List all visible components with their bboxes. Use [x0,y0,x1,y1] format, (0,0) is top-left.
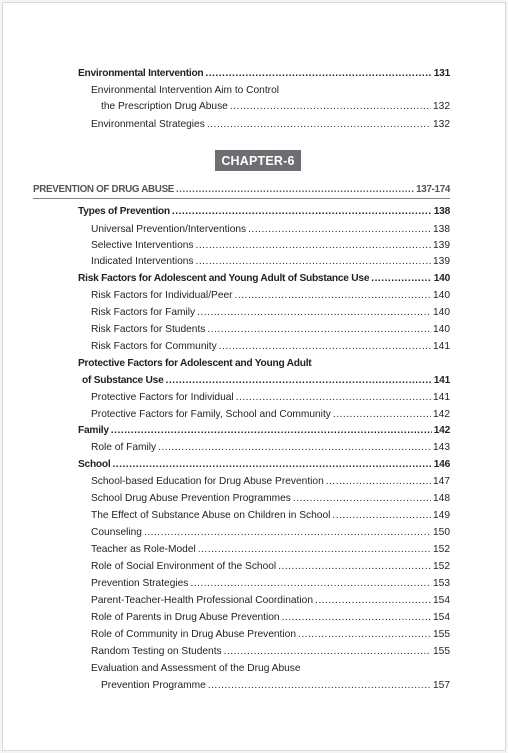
toc-entry-page: 140 [433,324,450,335]
toc-entry-page: 139 [433,240,450,251]
section-divider [33,198,450,199]
toc-entry[interactable] [91,543,450,557]
dot-leader [198,543,431,557]
toc-entry-title: The Effect of Substance Abuse on Children in School [91,510,331,521]
toc-entry-title-line1: Protective Factors for Adolescent and Young Adult [78,358,312,369]
toc-entry-page: 143 [433,442,450,453]
toc-entry-title: Risk Factors for Students [91,324,206,335]
toc-entry-title: Selective Interventions [91,240,194,251]
dot-leader [196,239,432,253]
toc-entry-page: 147 [433,476,450,487]
dot-leader [332,509,431,523]
toc-entry[interactable] [91,118,450,132]
toc-entry[interactable] [91,509,450,523]
toc-entry-title: Risk Factors for Adolescent and Young Adult of Substance Use [78,273,370,284]
toc-entry-title: of Substance Use [82,375,164,386]
toc-entry-page: 140 [433,273,450,284]
toc-entry-page: 142 [433,425,450,436]
toc-entry-page: 150 [433,527,450,538]
toc-entry-title: the Prescription Drug Abuse [101,101,228,112]
dot-leader [172,205,432,219]
toc-entry-page: 146 [433,459,450,470]
dot-leader [111,424,432,438]
toc-entry[interactable] [91,611,450,625]
dot-leader [176,183,414,197]
toc-entry-title: Random Testing on Students [91,646,222,657]
toc-entry[interactable] [91,391,450,405]
toc-entry-title: Environmental Intervention [78,68,204,79]
toc-entry-title-line1: Evaluation and Assessment of the Drug Abuse [91,663,301,674]
toc-entry-title: Protective Factors for Family, School and Community [91,409,331,420]
toc-entry-title: Role of Parents in Drug Abuse Prevention [91,612,280,623]
toc-entry-page: 142 [433,409,450,420]
toc-entry-title: Environmental Strategies [91,119,205,130]
toc-entry-title: Role of Community in Drug Abuse Prevention [91,629,296,640]
toc-entry[interactable] [91,645,450,659]
dot-leader [112,458,431,472]
toc-entry[interactable] [78,272,450,286]
toc-entry[interactable] [91,255,450,269]
dot-leader [235,289,431,303]
toc-entry-page: 148 [433,493,450,504]
dot-leader [205,67,431,81]
toc-entry[interactable] [91,289,450,303]
toc-entry-page: 138 [433,206,450,217]
toc-entry[interactable] [91,560,450,574]
dot-leader [236,391,431,405]
toc-entry-page: 155 [433,629,450,640]
toc-entry[interactable] [101,100,450,114]
toc-entry-title: Risk Factors for Family [91,307,196,318]
toc-entry[interactable] [91,408,450,422]
toc-entry[interactable] [91,594,450,608]
dot-leader [230,100,431,114]
toc-entry[interactable] [91,323,450,337]
toc-entry-page: 152 [433,544,450,555]
dot-leader [166,374,432,388]
section-page-range: 137-174 [416,184,450,195]
toc-entry-title: Risk Factors for Individual/Peer [91,290,233,301]
dot-leader [196,255,431,269]
toc-entry-page: 157 [433,680,450,691]
dot-leader [333,408,431,422]
dot-leader [208,679,431,693]
toc-entry[interactable] [78,424,450,438]
dot-leader [219,340,431,354]
toc-entry-title: Prevention Strategies [91,578,189,589]
toc-entry-page: 141 [433,392,450,403]
book-page [2,2,506,751]
toc-entry[interactable] [101,679,450,693]
section-title: PREVENTION OF DRUG ABUSE [33,184,175,195]
toc-entry[interactable] [78,67,450,81]
toc-entry-title: School Drug Abuse Prevention Programmes [91,493,291,504]
toc-entry-title: Indicated Interventions [91,256,194,267]
chapter-banner: CHAPTER-6 [215,150,301,171]
toc-entry-page: 155 [433,646,450,657]
toc-entry-title: Prevention Programme [101,680,206,691]
toc-entry-page: 139 [433,256,450,267]
toc-entry-title: Role of Social Environment of the School [91,561,277,572]
toc-entry[interactable] [78,205,450,219]
toc-entry[interactable] [91,475,450,489]
dot-leader [282,611,431,625]
toc-entry-page: 152 [433,561,450,572]
dot-leader [207,118,431,132]
toc-entry[interactable] [91,306,450,320]
toc-entry-title: Universal Prevention/Interventions [91,224,247,235]
dot-leader [315,594,431,608]
toc-entry[interactable] [82,374,450,388]
dot-leader [197,306,431,320]
dot-leader [278,560,431,574]
toc-entry-title: Teacher as Role-Model [91,544,196,555]
toc-entry-title: Counseling [91,527,142,538]
toc-entry-page: 132 [433,119,450,130]
toc-entry-page: 149 [433,510,450,521]
toc-entry[interactable] [78,458,450,472]
toc-entry-title: Risk Factors for Community [91,341,217,352]
toc-entry-title: Types of Prevention [78,206,170,217]
dot-leader [158,441,431,455]
toc-entry-title: Family [78,425,109,436]
dot-leader [190,577,431,591]
dot-leader [298,628,431,642]
toc-entry-page: 138 [433,224,450,235]
toc-entry-title: Parent-Teacher-Health Professional Coordination [91,595,313,606]
toc-entry-page: 154 [433,595,450,606]
toc-entry[interactable] [91,628,450,642]
toc-entry-page: 140 [433,307,450,318]
section-heading[interactable] [33,183,450,197]
toc-entry-page: 141 [433,375,450,386]
toc-entry-page: 141 [433,341,450,352]
dot-leader [326,475,431,489]
toc-entry-title: School [78,459,111,470]
dot-leader [293,492,431,506]
toc-entry[interactable] [91,340,450,354]
toc-entry-page: 153 [433,578,450,589]
dot-leader [224,645,431,659]
toc-entry[interactable] [91,441,450,455]
toc-entry-page: 140 [433,290,450,301]
toc-entry-title: Role of Family [91,442,157,453]
toc-entry-page: 132 [433,101,450,112]
dot-leader [371,272,432,286]
toc-entry-page: 154 [433,612,450,623]
toc-entry-title: Protective Factors for Individual [91,392,234,403]
toc-entry-title: School-based Education for Drug Abuse Prevention [91,476,324,487]
toc-entry[interactable] [91,492,450,506]
toc-entry[interactable] [91,526,450,540]
toc-entry[interactable] [91,239,450,253]
dot-leader [207,323,431,337]
toc-entry[interactable] [91,577,450,591]
dot-leader [144,526,431,540]
toc-entry-page: 131 [433,68,450,79]
dot-leader [248,223,431,237]
toc-entry[interactable] [91,223,450,237]
toc-entry-title-line1: Environmental Intervention Aim to Control [91,85,279,96]
